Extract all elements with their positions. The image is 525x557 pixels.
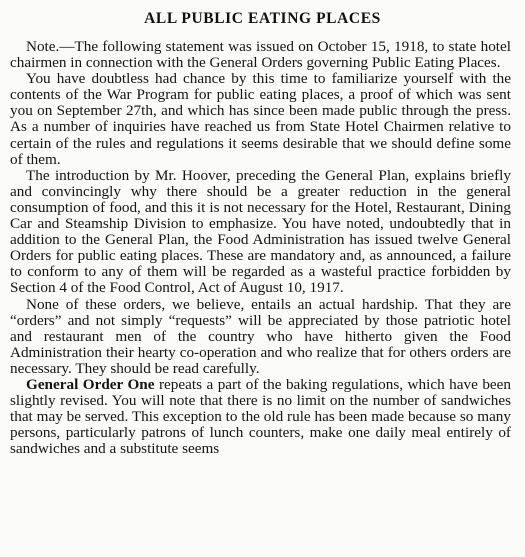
paragraph-orders [10, 297, 511, 377]
paragraph-introduction [10, 168, 511, 297]
article-body [10, 39, 511, 457]
paragraph-text: The introduction by Mr. Hoover, preceding the General Plan, explains briefly and convincingly why there should be a greater reduction in the general consumption of food, and this it is not necessary for the Hotel, Restaurant, Dining Car and Steamship Division to emphasize. You have noted, undoubtedly that in addition to the General Plan, the Food Administration has issued twelve General Orders for public eating places. These are mandatory and, as announced, a failure to conform to any of them will be regarded as a wasteful practice forbidden by Section 4 of the Food Control, Act of August 10, 1917. [10, 166, 511, 297]
paragraph-text: Note.—The following statement was issued on October 15, 1918, to state hotel chairmen in connection with the General Orders governing Public Eating Places. [10, 38, 511, 72]
paragraph-note [10, 39, 511, 71]
paragraph-familiarize [10, 71, 511, 168]
paragraph-lead: General Order One [26, 375, 155, 393]
paragraph-text: None of these orders, we believe, entails an actual hardship. That they are “orders” and not simply “requests” will be appreciated by those patriotic hotel and restaurant men of the country who have hitherto given the Food Administration their hearty co-operation and who realize that for others orders are necessary. They should be read carefully. [10, 295, 511, 377]
page-title: ALL PUBLIC EATING PLACES [144, 10, 381, 27]
paragraph-general-order-one [10, 377, 511, 457]
paragraph-text: repeats a part of the baking regulations, which have been slightly revised. You will note that there is no limit on the number of sandwiches that may be served. This exception to the old rule has been made because so many persons, particularly patrons of lunch counters, make one daily meal entirely of sandwiches and a substitute seems [10, 375, 511, 458]
paragraph-text: You have doubtless had chance by this time to familiarize yourself with the contents of the War Program for public eating places, a proof of which was sent you on September 27th, and which has since been made public through the press. As a number of inquiries have reached us from State Hotel Chairmen relative to certain of the rules and regulations it seems desirable that we should define some of them. [10, 70, 511, 168]
